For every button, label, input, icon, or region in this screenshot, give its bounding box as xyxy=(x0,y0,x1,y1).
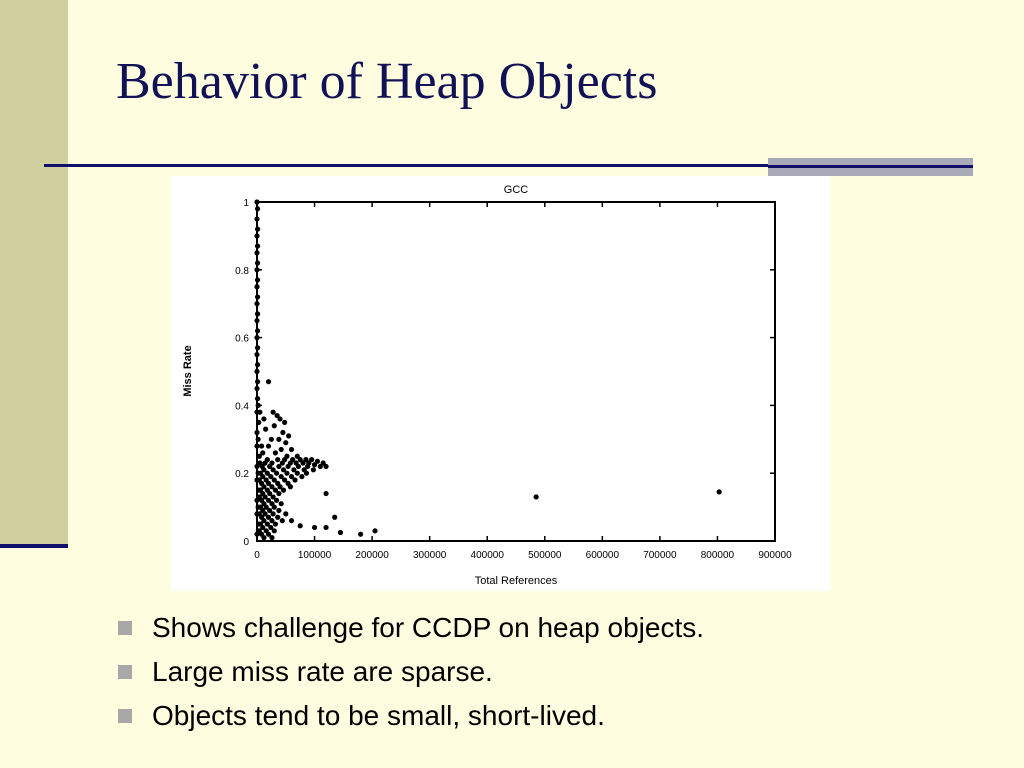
title-rule-blue xyxy=(768,165,973,168)
data-point xyxy=(254,233,259,238)
y-tick-label: 0 xyxy=(243,537,249,548)
data-point xyxy=(285,464,290,469)
y-tick-label: 1 xyxy=(243,198,249,209)
data-point xyxy=(254,335,259,340)
data-point xyxy=(277,416,282,421)
data-point xyxy=(280,430,285,435)
data-point xyxy=(358,532,363,537)
x-tick-label: 200000 xyxy=(355,550,389,561)
left-accent-line xyxy=(0,544,68,548)
data-point xyxy=(254,369,259,374)
data-point xyxy=(284,471,289,476)
data-point xyxy=(276,508,281,513)
plot-border xyxy=(257,202,775,541)
data-point xyxy=(256,437,261,442)
data-point xyxy=(254,199,259,204)
data-point xyxy=(254,386,259,391)
x-tick-label: 100000 xyxy=(297,550,332,561)
data-point xyxy=(254,284,259,289)
data-point xyxy=(279,501,284,506)
data-point xyxy=(372,528,377,533)
x-tick-label: 300000 xyxy=(412,550,447,561)
bullet-text: Shows challenge for CCDP on heap objects. xyxy=(152,612,705,643)
data-point xyxy=(254,267,259,272)
data-point xyxy=(275,457,280,462)
axis-ticks xyxy=(235,198,792,561)
bullet-text: Objects tend to be small, short-lived. xyxy=(152,700,605,731)
bullet-text: Large miss rate are sparse. xyxy=(152,656,493,687)
x-tick-label: 700000 xyxy=(643,550,677,561)
data-point xyxy=(276,464,281,469)
slide-title: Behavior of Heap Objects xyxy=(116,53,658,110)
data-point xyxy=(256,403,261,408)
title-rule-gray-bottom xyxy=(768,168,973,176)
data-point xyxy=(292,477,297,482)
y-axis-label: Miss Rate xyxy=(182,345,194,397)
data-point xyxy=(259,443,264,448)
data-point xyxy=(255,396,260,401)
data-points xyxy=(254,199,721,540)
data-point xyxy=(288,484,293,489)
data-point xyxy=(271,511,276,516)
data-point xyxy=(257,410,262,415)
x-tick-label: 0 xyxy=(254,550,260,561)
chart-figure xyxy=(171,176,830,591)
data-point xyxy=(273,521,278,526)
data-point xyxy=(283,440,288,445)
data-point xyxy=(269,535,274,540)
bullet-item xyxy=(116,694,704,738)
data-point xyxy=(534,494,539,499)
bullet-item xyxy=(116,606,704,650)
data-point xyxy=(289,447,294,452)
y-tick-label: 0.8 xyxy=(235,265,249,277)
data-point xyxy=(283,511,288,516)
data-point xyxy=(323,525,328,530)
data-point xyxy=(312,462,317,467)
data-point xyxy=(269,437,274,442)
data-point xyxy=(266,443,271,448)
data-point xyxy=(323,464,328,469)
left-accent-band xyxy=(0,0,68,548)
x-tick-label: 400000 xyxy=(470,550,504,561)
data-point xyxy=(254,216,259,221)
data-point xyxy=(323,491,328,496)
data-point xyxy=(318,464,323,469)
bullet-square-icon xyxy=(118,621,132,635)
data-point xyxy=(255,311,260,316)
data-point xyxy=(261,416,266,421)
data-point xyxy=(255,206,260,211)
plot-frame xyxy=(257,202,775,541)
data-point xyxy=(289,518,294,523)
data-point xyxy=(254,443,259,448)
x-axis-label: Total References xyxy=(474,575,558,587)
data-point xyxy=(255,328,260,333)
data-point xyxy=(272,528,277,533)
data-point xyxy=(254,430,259,435)
data-point xyxy=(266,379,271,384)
y-tick-label: 0.6 xyxy=(235,333,249,345)
data-point xyxy=(298,523,303,528)
scatter-chart xyxy=(171,176,830,591)
data-point xyxy=(276,437,281,442)
data-point xyxy=(255,243,260,248)
data-point xyxy=(255,362,260,367)
data-point xyxy=(274,471,279,476)
data-point xyxy=(255,379,260,384)
data-point xyxy=(304,471,309,476)
data-point xyxy=(717,489,722,494)
data-point xyxy=(311,467,316,472)
y-tick-label: 0.4 xyxy=(235,401,249,413)
data-point xyxy=(295,471,300,476)
bullet-square-icon xyxy=(118,665,132,679)
data-point xyxy=(281,488,286,493)
data-point xyxy=(255,345,260,350)
data-point xyxy=(261,535,266,540)
data-point xyxy=(255,277,260,282)
data-point xyxy=(299,474,304,479)
data-point xyxy=(332,515,337,520)
data-point xyxy=(263,427,268,432)
x-tick-label: 900000 xyxy=(758,550,792,561)
bullet-square-icon xyxy=(118,709,132,723)
data-point xyxy=(274,498,279,503)
data-point xyxy=(255,260,260,265)
data-point xyxy=(338,530,343,535)
data-point xyxy=(255,294,260,299)
data-point xyxy=(296,464,301,469)
data-point xyxy=(282,420,287,425)
data-point xyxy=(271,410,276,415)
chart-title: GCC xyxy=(503,184,529,196)
data-point xyxy=(300,460,305,465)
data-point xyxy=(279,447,284,452)
data-point xyxy=(280,518,285,523)
data-point xyxy=(273,450,278,455)
bullet-item xyxy=(116,650,704,694)
data-point xyxy=(260,450,265,455)
bullet-list xyxy=(116,606,704,738)
data-point xyxy=(272,505,277,510)
data-point xyxy=(254,250,259,255)
x-tick-label: 500000 xyxy=(528,550,562,561)
x-tick-label: 800000 xyxy=(700,550,735,561)
data-point xyxy=(312,525,317,530)
title-underline xyxy=(44,164,774,167)
y-tick-label: 0.2 xyxy=(235,469,249,481)
data-point xyxy=(275,515,280,520)
data-point xyxy=(254,301,259,306)
data-point xyxy=(254,318,259,323)
data-point xyxy=(286,433,291,438)
data-point xyxy=(254,352,259,357)
data-point xyxy=(272,423,277,428)
data-point xyxy=(255,227,260,232)
data-point xyxy=(256,420,261,425)
x-tick-label: 600000 xyxy=(585,550,620,561)
data-point xyxy=(276,491,281,496)
